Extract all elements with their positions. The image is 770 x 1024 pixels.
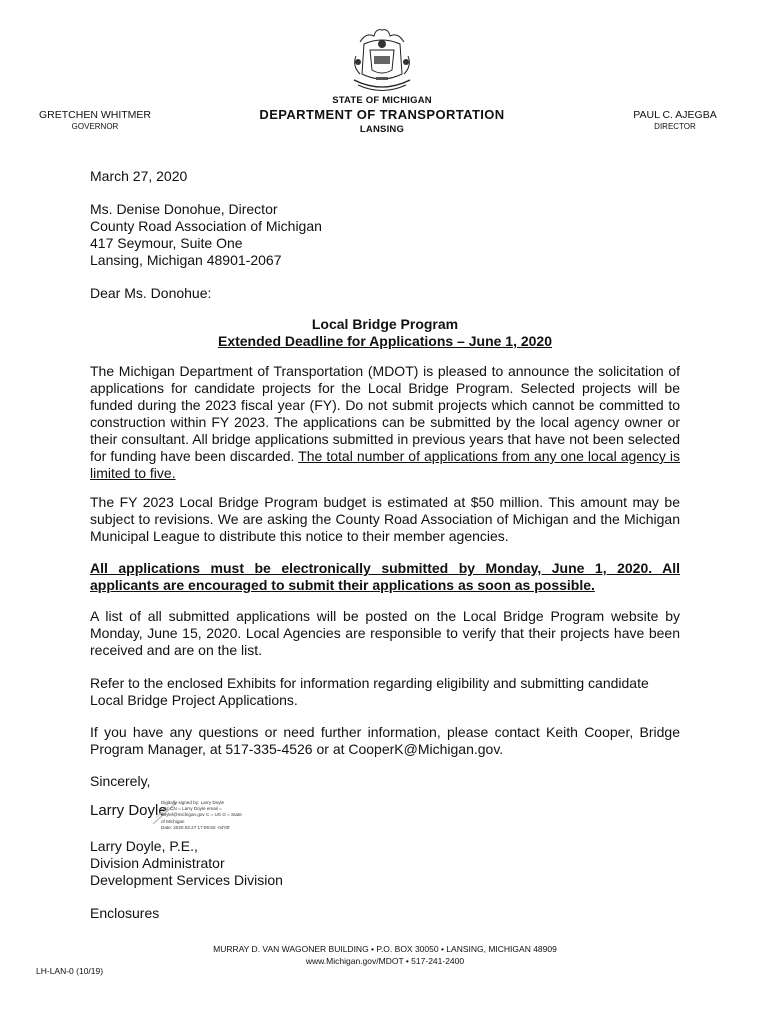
paragraph-posted-list: A list of all submitted applications will be posted on the Local Bridge Program website by Monday, June 15, 2020. Local Agencies are responsible to verify that their projects have been received and are on the list.: [90, 608, 680, 658]
department-name: DEPARTMENT OF TRANSPORTATION: [259, 107, 505, 122]
signature-detail-line: Digitally signed by: Larry Doyle: [161, 800, 225, 805]
footer-address: MURRAY D. VAN WAGONER BUILDING • P.O. BOX 30050 • LANSING, MICHIGAN 48909: [213, 944, 557, 954]
director-block: [616, 109, 734, 133]
governor-title: GOVERNOR: [71, 122, 119, 131]
state-seal-icon: [346, 22, 418, 96]
paragraph-deadline-notice: All applications must be electronically submitted by Monday, June 1, 2020. All applicants are encouraged to submit their applications as soon as possible.: [90, 560, 680, 593]
governor-name: GRETCHEN WHITMER: [39, 109, 151, 121]
footer-address-block: [150, 944, 620, 967]
director-name: PAUL C. AJEGBA: [633, 109, 717, 121]
signer-line: Larry Doyle, P.E.,: [90, 838, 198, 854]
city-line: LANSING: [359, 124, 405, 135]
digital-signature-details: [161, 800, 271, 831]
state-line: STATE OF MICHIGAN: [332, 95, 432, 106]
subject-title: Local Bridge Program: [311, 316, 459, 332]
recipient-line: County Road Association of Michigan: [90, 218, 322, 234]
subject-block: [90, 316, 680, 350]
letterhead: [232, 95, 532, 135]
signature-detail-line: Date: 2020.03.27 17:06:50 -04'00': [161, 824, 231, 830]
paragraph-exhibits: Refer to the enclosed Exhibits for information regarding eligibility and submitting candidate Local Bridge Project Applications.: [90, 675, 649, 708]
footer-web: www.Michigan.gov/MDOT • 517-241-2400: [305, 955, 465, 966]
form-id: LH-LAN-0 (10/19): [36, 966, 104, 976]
signer-line: Development Services Division: [90, 872, 283, 888]
signature-detail-line: of Michigan: [161, 818, 185, 824]
paragraph-solicitation-limit: The total number of applications from any one local agency is limited to five.: [90, 448, 681, 481]
enclosures: Enclosures: [90, 905, 160, 921]
subject-deadline: Extended Deadline for Applications – June 1, 2020: [217, 333, 553, 349]
director-title: DIRECTOR: [654, 122, 696, 131]
paragraph-solicitation: [90, 363, 680, 482]
letter-date: March 27, 2020: [90, 168, 188, 184]
salutation: Dear Ms. Donohue:: [90, 285, 212, 301]
paragraph-budget: The FY 2023 Local Bridge Program budget is estimated at $50 million. This amount may be subject to revisions. We are asking the County Road Association of Michigan and the Michigan Municipal League to distribute this notice to their member agencies.: [90, 494, 680, 544]
governor-block: [30, 109, 160, 133]
paragraph-solicitation-text: The Michigan Department of Transportation (MDOT) is pleased to announce the solicitation of applications for candidate projects for the Local Bridge Program. Selected projects will be funded during the 2023 fiscal year (FY). Do not submit projects which cannot be committed to construction within FY 2023. The applications can be submitted by the local agency owner or their consultant. All bridge applications submitted in previous years that have not been selected for funding have been discarded.: [90, 363, 680, 464]
signature-detail-line: DN: CN = Larry Doyle email =: [161, 806, 222, 812]
recipient-line: Lansing, Michigan 48901-2067: [90, 252, 282, 268]
paragraph-contact: If you have any questions or need further information, please contact Keith Cooper, Bridge Program Manager, at 517-335-4526 or at CooperK@Michigan.gov.: [90, 724, 680, 757]
closing: Sincerely,: [90, 773, 151, 789]
signer-block: [90, 838, 680, 889]
signature-name: Larry Doyle: [90, 802, 167, 819]
recipient-line: Ms. Denise Donohue, Director: [90, 201, 278, 217]
recipient-address: [90, 201, 680, 269]
recipient-line: 417 Seymour, Suite One: [90, 235, 243, 251]
signer-line: Division Administrator: [90, 855, 225, 871]
signature-detail-line: doylel@michigan.gov C = US O = State: [161, 812, 242, 818]
